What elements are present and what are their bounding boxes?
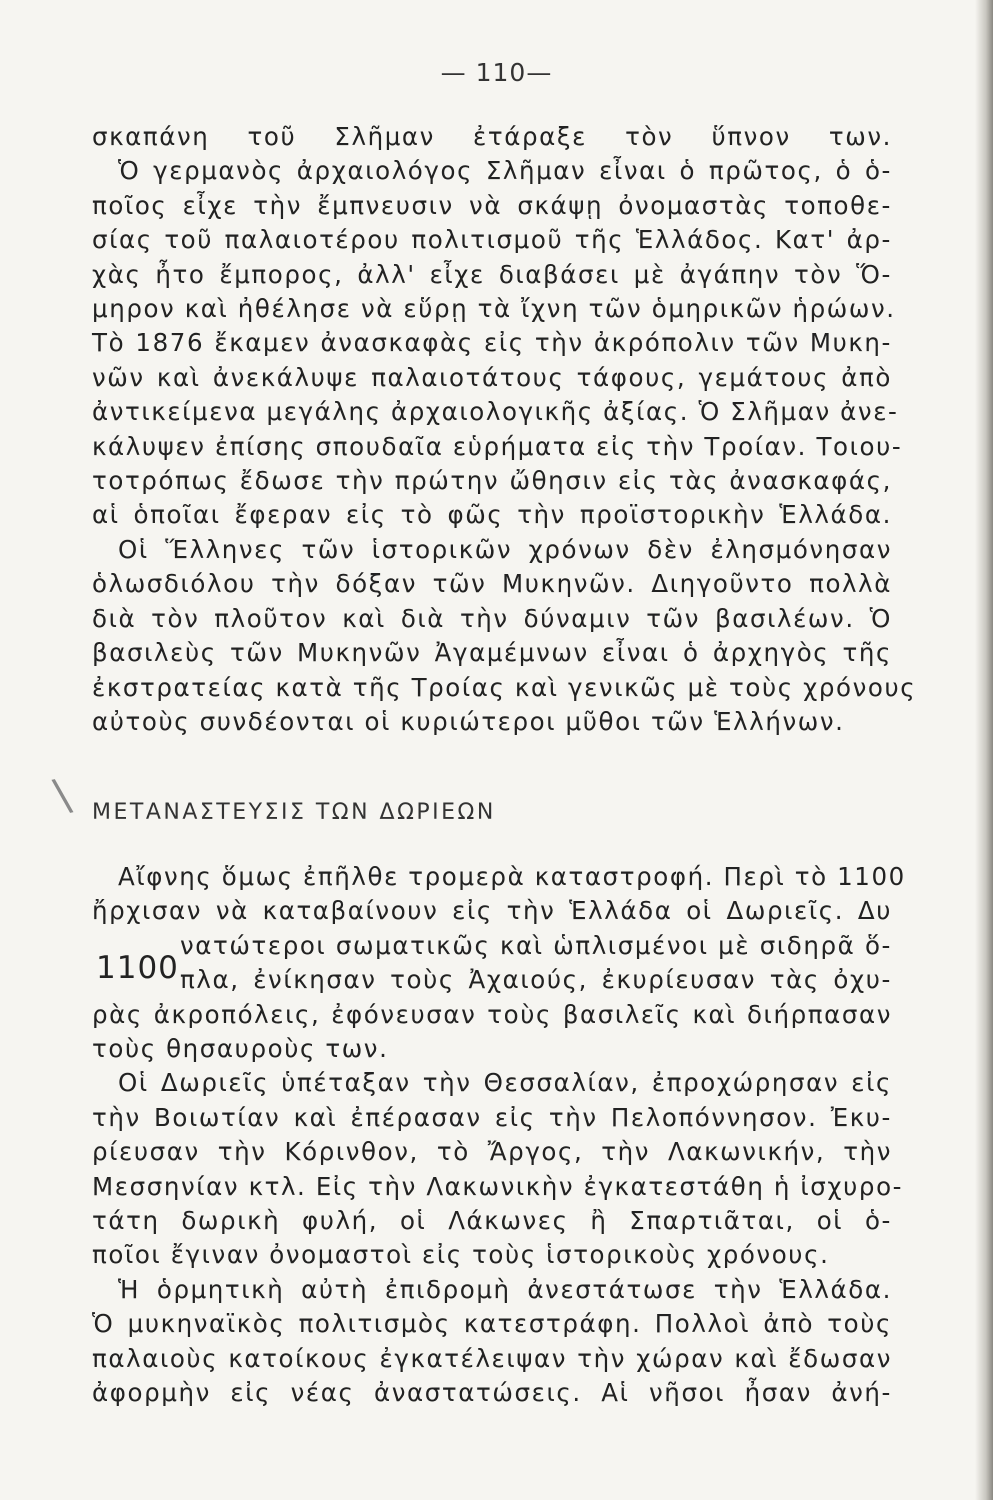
text-line: ἀντικείμενα μεγάλης ἀρχαιολογικῆς ἀξίας. Ὁ Σλῆμαν ἀνε-	[92, 397, 899, 427]
text-line: τάτη δωρικὴ φυλή, οἱ Λάκωνες ἢ Σπαρτιᾶται, οἱ ὁ-	[92, 1206, 892, 1236]
text-line: ποῖοι ἔγιναν ὀνομαστοὶ εἰς τοὺς ἱστορικοὺς χρόνους.	[92, 1240, 830, 1270]
text-line: ρίευσαν τὴν Κόρινθον, τὸ Ἄργος, τὴν Λακωνικήν, τὴν	[92, 1137, 892, 1167]
text-line: αὐτοὺς συνδέονται οἱ κυριώτεροι μῦθοι τῶν Ἑλλήνων.	[92, 706, 845, 736]
section-heading: ΜΕΤΑΝΑΣΤΕΥΣΙΣ ΤΩΝ ΔΩΡΙΕΩΝ	[92, 800, 496, 825]
text-line: ἤρχισαν νὰ καταβαίνουν εἰς τὴν Ἑλλάδα οἱ Δωριεῖς. Δυ	[92, 896, 892, 926]
text-line: ἀφορμὴν εἰς νέας ἀναστατώσεις. Αἱ νῆσοι ἦσαν ἀνή-	[92, 1378, 892, 1408]
text-line: Ὁ γερμανὸς ἀρχαιολόγος Σλῆμαν εἶναι ὁ πρῶτος, ὁ ὁ-	[118, 156, 892, 186]
text-line: Ἡ ὁρμητικὴ αὐτὴ ἐπιδρομὴ ἀνεστάτωσε τὴν Ἑλλάδα.	[118, 1274, 892, 1304]
text-line: παλαιοὺς κατοίκους ἐγκατέλειψαν τὴν χώραν καὶ ἔδωσαν	[92, 1343, 892, 1373]
text-line: νῶν καὶ ἀνεκάλυψε παλαιοτάτους τάφους, γεμάτους ἀπὸ	[92, 362, 892, 392]
text-line: τοὺς θησαυροὺς των.	[92, 1034, 389, 1064]
text-line: ποῖος εἶχε τὴν ἔμπνευσιν νὰ σκάψῃ ὀνομαστὰς τοποθε-	[92, 190, 892, 220]
text-line: πλα, ἐνίκησαν τοὺς Ἀχαιούς, ἐκυρίευσαν τὰς ὀχυ-	[180, 965, 892, 995]
text-line: σίας τοῦ παλαιοτέρου πολιτισμοῦ τῆς Ἑλλάδος. Κατ' ἀρ-	[92, 225, 892, 255]
text-block-dorian-migration	[92, 860, 906, 1411]
text-line: Οἱ Ἕλληνες τῶν ἱστορικῶν χρόνων δὲν ἐλησμόνησαν	[118, 534, 892, 564]
page-number: — 110—	[440, 58, 553, 87]
margin-year: 1100	[96, 950, 179, 986]
text-line: ρὰς ἀκροπόλεις, ἐφόνευσαν τοὺς βασιλεῖς καὶ διήρπασαν	[92, 999, 892, 1029]
text-line: χὰς ἦτο ἔμπορος, ἀλλ' εἶχε διαβάσει μὲ ἀγάπην τὸν Ὅ-	[92, 259, 892, 289]
page-edge-shadow	[975, 0, 993, 1500]
text-line: μηρον καὶ ἠθέλησε νὰ εὕρῃ τὰ ἴχνη τῶν ὁμηρικῶν ἡρώων.	[92, 294, 896, 324]
text-line: Οἱ Δωριεῖς ὑπέταξαν τὴν Θεσσαλίαν, ἐπροχώρησαν εἰς	[118, 1068, 892, 1098]
pencil-check-mark: \	[49, 769, 75, 822]
text-line: βασιλεὺς τῶν Μυκηνῶν Ἀγαμέμνων εἶναι ὁ ἀρχηγὸς τῆς	[92, 638, 892, 668]
text-line: τοτρόπως ἔδωσε τὴν πρώτην ὤθησιν εἰς τὰς ἀνασκαφάς,	[92, 466, 892, 496]
text-line: αἱ ὁποῖαι ἔφεραν εἰς τὸ φῶς τὴν προϊστορικὴν Ἑλλάδα.	[92, 500, 892, 530]
text-line: κάλυψεν ἐπίσης σπουδαῖα εὑρήματα εἰς τὴν Τροίαν. Τοιου-	[92, 431, 903, 461]
text-line: Αἴφνης ὅμως ἐπῆλθε τρομερὰ καταστροφή. Περὶ τὸ 1100	[118, 862, 906, 891]
text-line: Ὁ μυκηναϊκὸς πολιτισμὸς κατεστράφη. Πολλοὶ ἀπὸ τοὺς	[92, 1309, 892, 1339]
text-line: τὴν Βοιωτίαν καὶ ἐπέρασαν εἰς τὴν Πελοπόννησον. Ἐκυ-	[92, 1102, 892, 1132]
text-line: σκαπάνη τοῦ Σλῆμαν ἐτάραξε τὸν ὕπνον των.	[92, 122, 892, 151]
text-line: Μεσσηνίαν κτλ. Εἰς τὴν Λακωνικὴν ἐγκατεστάθη ἡ ἰσχυρο-	[92, 1171, 904, 1201]
text-line: διὰ τὸν πλοῦτον καὶ διὰ τὴν δύναμιν τῶν βασιλέων. Ὁ	[92, 603, 892, 633]
text-block-mycenae	[92, 120, 917, 739]
text-line: Τὸ 1876 ἔκαμεν ἀνασκαφὰς εἰς τὴν ἀκρόπολιν τῶν Μυκη-	[92, 328, 892, 358]
text-line: νατώτεροι σωματικῶς καὶ ὡπλισμένοι μὲ σιδηρᾶ ὅ-	[180, 930, 892, 960]
text-line: ὁλωσδιόλου τὴν δόξαν τῶν Μυκηνῶν. Διηγοῦντο πολλὰ	[92, 569, 892, 599]
text-line: ἐκστρατείας κατὰ τῆς Τροίας καὶ γενικῶς μὲ τοὺς χρόνους	[92, 672, 917, 702]
